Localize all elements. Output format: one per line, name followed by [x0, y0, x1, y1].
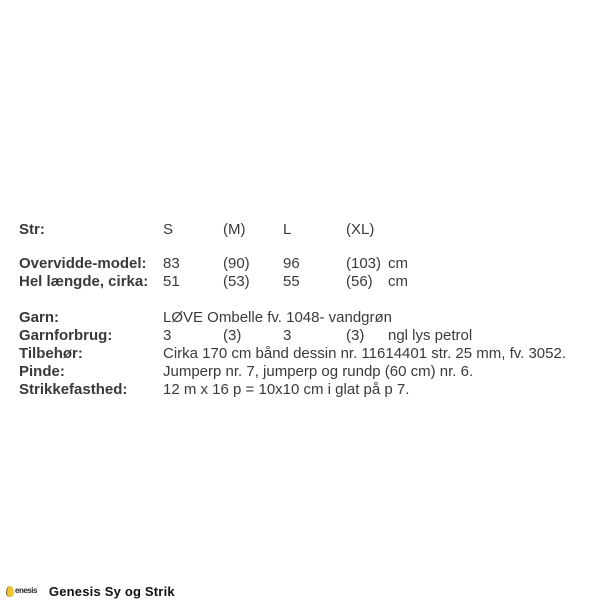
genesis-logo-text: enesis — [15, 586, 37, 595]
size-l: L — [283, 220, 292, 238]
spacer-row — [19, 290, 579, 308]
tilbehor-value: Cirka 170 cm bånd dessin nr. 11614401 str. 25 mm, fv. 3052. — [163, 344, 567, 362]
detail-row-garn — [19, 308, 579, 326]
laengde-s: 51 — [163, 272, 180, 290]
detail-row-tilbehor — [19, 344, 579, 362]
pinde-value: Jumperp nr. 7, jumperp og rundp (60 cm) nr. 6. — [163, 362, 474, 380]
size-header-row — [19, 220, 579, 238]
detail-row-pinde — [19, 362, 579, 380]
spacer-row — [19, 238, 579, 254]
laengde-l: 55 — [283, 272, 300, 290]
spec-table — [19, 220, 579, 398]
strikkefasthed-label: Strikkefasthed: — [19, 380, 128, 398]
garnforbrug-m: (3) — [223, 326, 242, 344]
garn-value: LØVE Ombelle fv. 1048- vandgrøn — [163, 308, 392, 326]
overvidde-unit: cm — [388, 254, 408, 272]
laengde-xl: (56) — [346, 272, 373, 290]
tilbehor-label: Tilbehør: — [19, 344, 83, 362]
laengde-unit: cm — [388, 272, 408, 290]
overvidde-l: 96 — [283, 254, 300, 272]
laengde-m: (53) — [223, 272, 250, 290]
detail-row-strikkefasthed — [19, 380, 579, 398]
overvidde-s: 83 — [163, 254, 180, 272]
genesis-logo-icon — [6, 586, 14, 597]
brand-name: Genesis Sy og Strik — [48, 583, 175, 599]
overvidde-label: Overvidde-model: — [19, 254, 147, 272]
size-header-unit — [388, 220, 579, 238]
detail-row-garnforbrug — [19, 326, 579, 344]
garnforbrug-l: 3 — [283, 326, 292, 344]
size-m: (M) — [223, 220, 246, 238]
strikkefasthed-value: 12 m x 16 p = 10x10 cm i glat på p 7. — [163, 380, 410, 398]
size-xl: (XL) — [346, 220, 375, 238]
size-header-label: Str: — [19, 220, 45, 238]
overvidde-m: (90) — [223, 254, 250, 272]
garnforbrug-s: 3 — [163, 326, 172, 344]
garn-label: Garn: — [19, 308, 60, 326]
genesis-logo — [6, 585, 37, 597]
overvidde-xl: (103) — [346, 254, 382, 272]
laengde-label: Hel længde, cirka: — [19, 272, 149, 290]
garnforbrug-label: Garnforbrug: — [19, 326, 113, 344]
garnforbrug-unit: ngl lys petrol — [388, 326, 473, 344]
garnforbrug-xl: (3) — [346, 326, 365, 344]
size-s: S — [163, 220, 174, 238]
measurement-row-overvidde — [19, 254, 579, 272]
footer-brand-bar — [6, 584, 175, 598]
pinde-label: Pinde: — [19, 362, 65, 380]
measurement-row-laengde — [19, 272, 579, 290]
